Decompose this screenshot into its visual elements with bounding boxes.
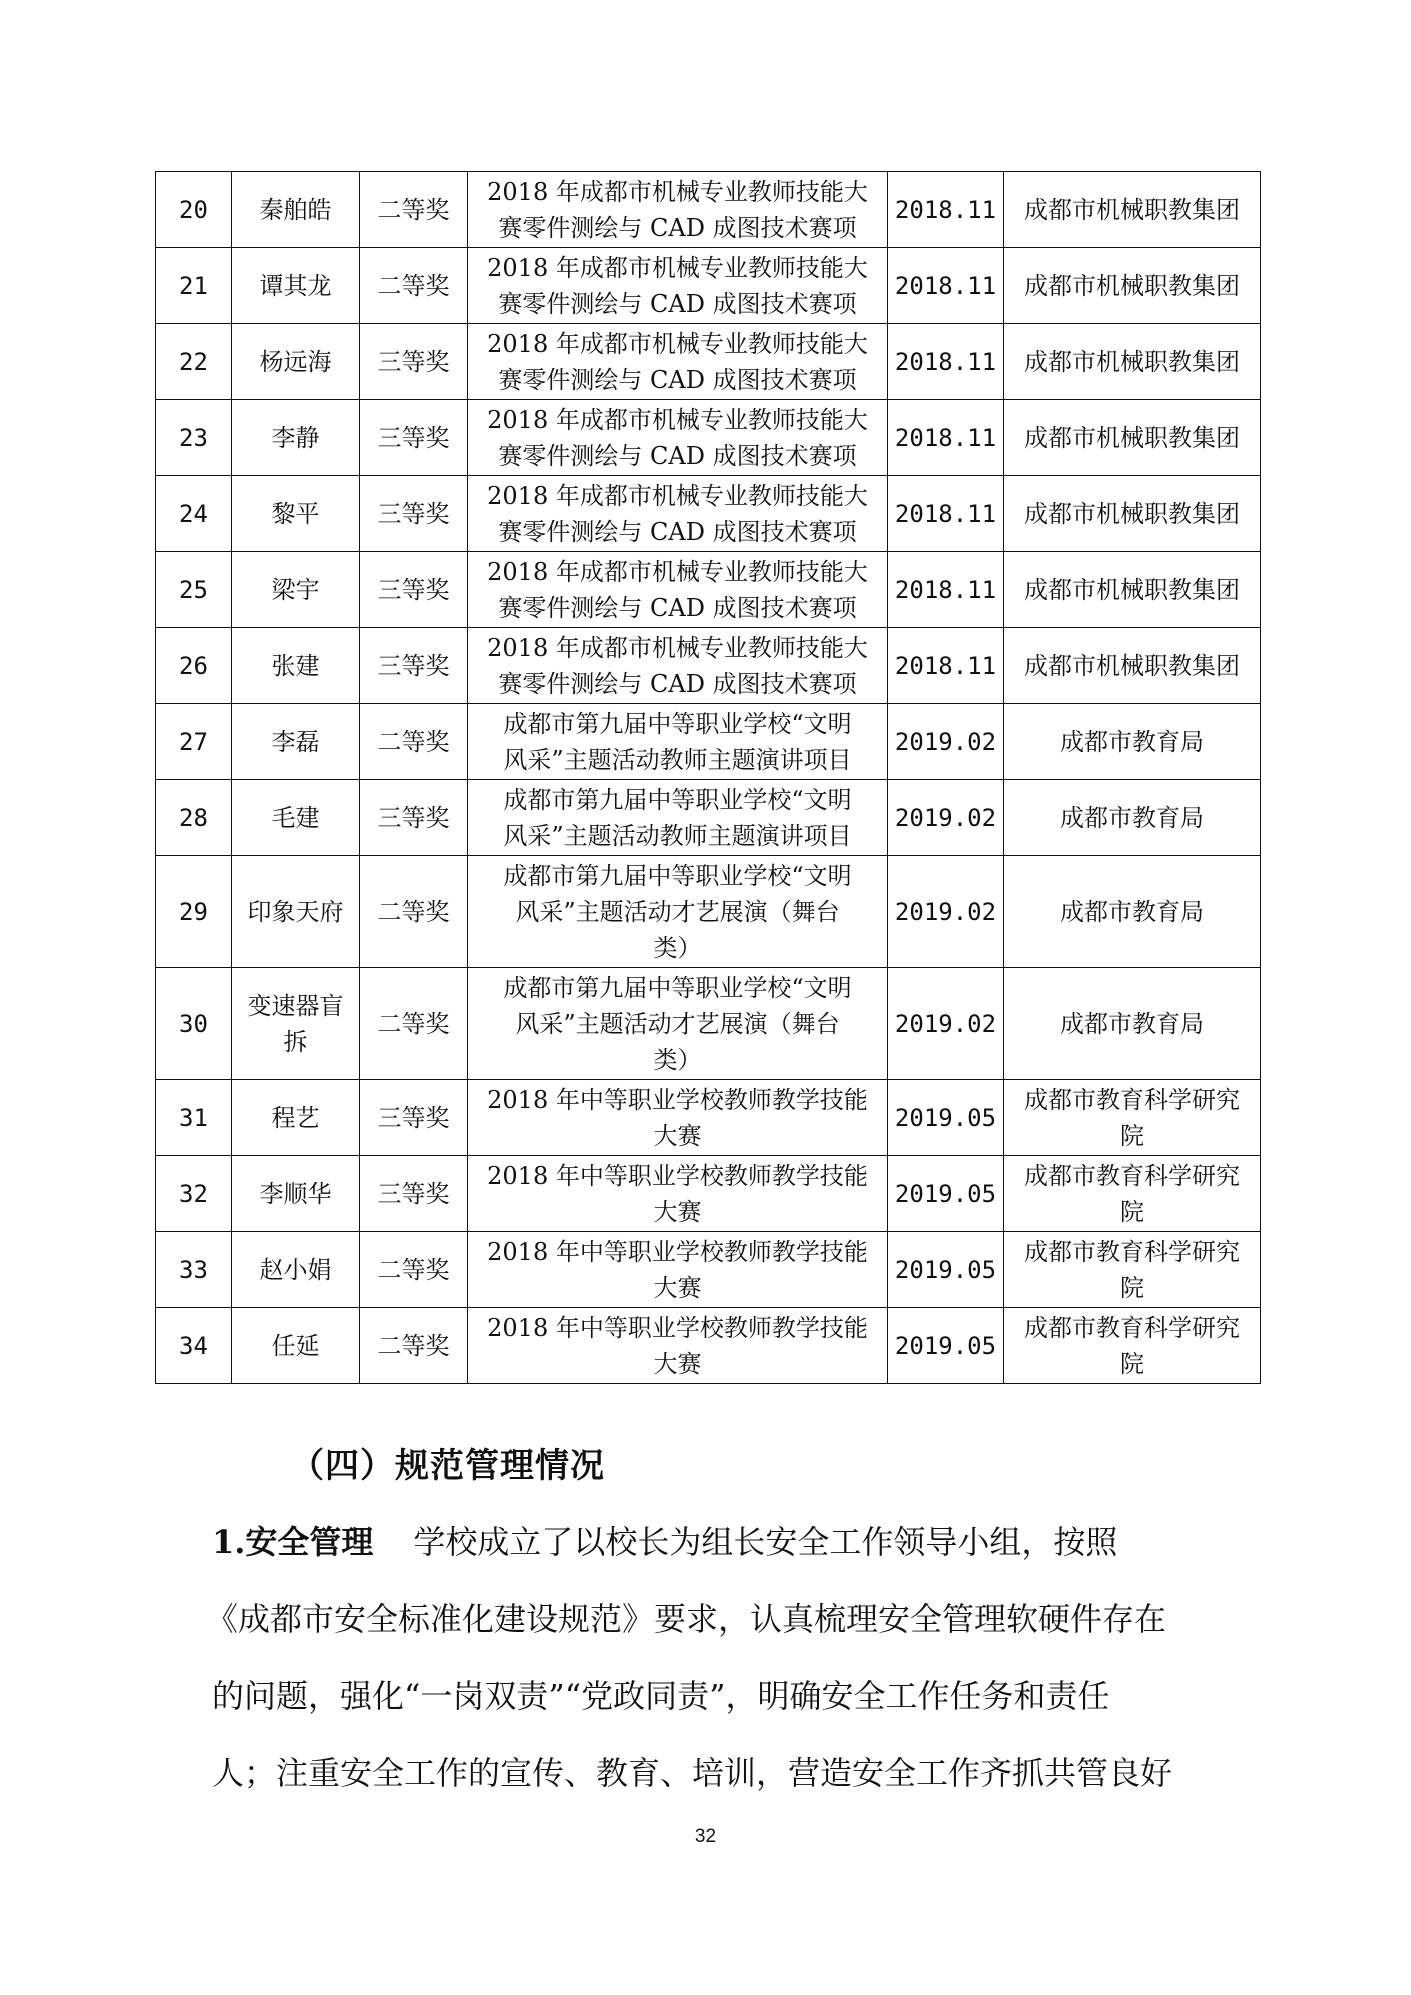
cell-date: 2019.02 [888,856,1004,968]
cell-organization-line: 成都市教育科学研究 [1024,1085,1240,1114]
cell-organization [1004,172,1261,248]
paragraph-line-2: 《成都市安全标准化建设规范》要求，认真梳理安全管理软硬件存在 [206,1600,1167,1638]
cell-event [468,1080,888,1156]
table-row [156,248,1261,324]
cell-name: 梁宇 [232,552,360,628]
table-row [156,1308,1261,1384]
cell-organization [1004,704,1261,780]
cell-organization-line: 院 [1120,1197,1144,1226]
cell-event-line: 风采”主题活动教师主题演讲项目 [503,745,852,774]
cell-organization [1004,1156,1261,1232]
cell-name: 任延 [232,1308,360,1384]
cell-name: 李静 [232,400,360,476]
cell-date: 2019.05 [888,1156,1004,1232]
page-number: 32 [694,1826,717,1847]
paragraph-lead: 1.安全管理 [212,1523,374,1561]
cell-event-line: 赛零件测绘与 CAD 成图技术赛项 [498,213,857,242]
cell-name: 赵小娟 [232,1232,360,1308]
cell-organization-line: 成都市教育科学研究 [1024,1313,1240,1342]
cell-organization-line: 成都市教育科学研究 [1024,1161,1240,1190]
paragraph-line-4: 人；注重安全工作的宣传、教育、培训，营造安全工作齐抓共管良好 [212,1754,1173,1792]
cell-event-line: 赛零件测绘与 CAD 成图技术赛项 [498,593,857,622]
cell-award-level: 三等奖 [360,1156,468,1232]
cell-event-line: 2018 年成都市机械专业教师技能大 [487,253,868,282]
table-row [156,324,1261,400]
cell-organization-line: 成都市教育局 [1060,897,1204,926]
table-row [156,704,1261,780]
cell-event [468,1232,888,1308]
cell-organization-line: 院 [1120,1121,1144,1150]
table-row [156,628,1261,704]
cell-name: 程艺 [232,1080,360,1156]
cell-date: 2019.02 [888,704,1004,780]
cell-event [468,628,888,704]
cell-award-level: 三等奖 [360,476,468,552]
cell-event [468,552,888,628]
cell-number: 33 [156,1232,232,1308]
cell-event [468,1156,888,1232]
table-row [156,476,1261,552]
cell-organization-line: 成都市教育科学研究 [1024,1237,1240,1266]
cell-date: 2019.05 [888,1232,1004,1308]
cell-organization [1004,1308,1261,1384]
cell-organization [1004,400,1261,476]
cell-event-line: 2018 年成都市机械专业教师技能大 [487,329,868,358]
cell-event-line: 风采”主题活动教师主题演讲项目 [503,821,852,850]
cell-number: 31 [156,1080,232,1156]
cell-event-line: 赛零件测绘与 CAD 成图技术赛项 [498,289,857,318]
cell-name: 印象天府 [232,856,360,968]
awards-table [155,171,1261,1384]
cell-event-line: 风采”主题活动才艺展演（舞台 [515,897,840,926]
cell-organization [1004,476,1261,552]
cell-event [468,324,888,400]
cell-organization-line: 成都市教育局 [1060,727,1204,756]
cell-event [468,248,888,324]
cell-organization-line: 院 [1120,1273,1144,1302]
table-row [156,400,1261,476]
cell-event-line: 2018 年成都市机械专业教师技能大 [487,405,868,434]
cell-event-line: 成都市第九届中等职业学校“文明 [503,973,852,1002]
cell-event [468,968,888,1080]
cell-event-line: 大赛 [653,1349,702,1378]
cell-number: 25 [156,552,232,628]
cell-event-line: 赛零件测绘与 CAD 成图技术赛项 [498,669,857,698]
cell-award-level: 二等奖 [360,172,468,248]
cell-name: 秦舶皓 [232,172,360,248]
cell-date: 2018.11 [888,248,1004,324]
cell-award-level: 二等奖 [360,248,468,324]
cell-event [468,476,888,552]
cell-number: 21 [156,248,232,324]
cell-event-line: 大赛 [653,1197,702,1226]
cell-name: 杨远海 [232,324,360,400]
cell-award-level: 三等奖 [360,552,468,628]
cell-award-level: 二等奖 [360,1308,468,1384]
cell-date: 2019.05 [888,1308,1004,1384]
cell-organization [1004,1080,1261,1156]
cell-event [468,1308,888,1384]
cell-organization [1004,628,1261,704]
cell-organization-line: 成都市机械职教集团 [1024,575,1240,604]
cell-number: 30 [156,968,232,1080]
table-row [156,1156,1261,1232]
cell-organization [1004,780,1261,856]
cell-event-line: 大赛 [653,1273,702,1302]
section-title: （四）规范管理情况 [290,1446,605,1486]
table-row [156,780,1261,856]
cell-award-level: 二等奖 [360,1232,468,1308]
cell-name: 张建 [232,628,360,704]
cell-organization-line: 成都市教育局 [1060,803,1204,832]
cell-organization [1004,856,1261,968]
cell-award-level: 三等奖 [360,400,468,476]
paragraph-line-1 [212,1517,1202,1567]
cell-organization [1004,248,1261,324]
cell-organization-line: 成都市机械职教集团 [1024,347,1240,376]
table-row [156,1080,1261,1156]
cell-name: 毛建 [232,780,360,856]
cell-event-line: 2018 年中等职业学校教师教学技能 [487,1313,868,1342]
cell-organization-line: 成都市教育局 [1060,1009,1204,1038]
cell-organization [1004,1232,1261,1308]
cell-date: 2018.11 [888,552,1004,628]
table-row [156,968,1261,1080]
cell-event [468,856,888,968]
cell-date: 2018.11 [888,172,1004,248]
cell-date: 2018.11 [888,628,1004,704]
cell-number: 26 [156,628,232,704]
cell-event-line: 成都市第九届中等职业学校“文明 [503,861,852,890]
cell-event-line: 赛零件测绘与 CAD 成图技术赛项 [498,365,857,394]
cell-number: 28 [156,780,232,856]
cell-organization-line: 成都市机械职教集团 [1024,195,1240,224]
table-row [156,1232,1261,1308]
cell-date: 2018.11 [888,324,1004,400]
cell-event [468,780,888,856]
cell-event-line: 风采”主题活动才艺展演（舞台 [515,1009,840,1038]
cell-event-line: 2018 年成都市机械专业教师技能大 [487,557,868,586]
cell-name: 谭其龙 [232,248,360,324]
cell-event-line: 2018 年成都市机械专业教师技能大 [487,633,868,662]
cell-event [468,172,888,248]
cell-number: 23 [156,400,232,476]
cell-organization-line: 成都市机械职教集团 [1024,423,1240,452]
cell-award-level: 三等奖 [360,780,468,856]
cell-event-line: 2018 年中等职业学校教师教学技能 [487,1161,868,1190]
table-row [156,856,1261,968]
cell-event-line: 赛零件测绘与 CAD 成图技术赛项 [498,441,857,470]
cell-event-line: 2018 年中等职业学校教师教学技能 [487,1237,868,1266]
cell-organization-line: 成都市机械职教集团 [1024,651,1240,680]
cell-date: 2019.02 [888,968,1004,1080]
cell-organization-line: 成都市机械职教集团 [1024,499,1240,528]
cell-event-line: 赛零件测绘与 CAD 成图技术赛项 [498,517,857,546]
table-row [156,552,1261,628]
cell-event-line: 2018 年成都市机械专业教师技能大 [487,481,868,510]
cell-date: 2018.11 [888,476,1004,552]
cell-number: 27 [156,704,232,780]
cell-organization [1004,552,1261,628]
cell-award-level: 三等奖 [360,324,468,400]
cell-organization-line: 成都市机械职教集团 [1024,271,1240,300]
cell-name: 李磊 [232,704,360,780]
cell-name: 李顺华 [232,1156,360,1232]
cell-event-line: 2018 年成都市机械专业教师技能大 [487,177,868,206]
cell-event [468,704,888,780]
cell-number: 32 [156,1156,232,1232]
cell-number: 34 [156,1308,232,1384]
table-row [156,172,1261,248]
cell-award-level: 二等奖 [360,856,468,968]
cell-event-line: 2018 年中等职业学校教师教学技能 [487,1085,868,1114]
cell-event-line: 类） [653,933,702,962]
cell-organization-line: 院 [1120,1349,1144,1378]
cell-award-level: 二等奖 [360,704,468,780]
cell-number: 22 [156,324,232,400]
cell-date: 2019.02 [888,780,1004,856]
cell-number: 24 [156,476,232,552]
cell-date: 2018.11 [888,400,1004,476]
cell-event-line: 类） [653,1045,702,1074]
cell-award-level: 二等奖 [360,968,468,1080]
paragraph-text: 学校成立了以校长为组长安全工作领导小组，按照 [413,1523,1118,1561]
cell-award-level: 三等奖 [360,1080,468,1156]
cell-award-level: 三等奖 [360,628,468,704]
awards-table-body [156,172,1261,1384]
cell-name: 变速器盲拆 [232,968,360,1080]
cell-event-line: 成都市第九届中等职业学校“文明 [503,785,852,814]
paragraph-line-3: 的问题，强化“一岗双责”“党政同责”，明确安全工作任务和责任 [212,1677,1110,1715]
cell-event [468,400,888,476]
cell-organization [1004,324,1261,400]
cell-event-line: 大赛 [653,1121,702,1150]
cell-number: 29 [156,856,232,968]
cell-number: 20 [156,172,232,248]
cell-organization [1004,968,1261,1080]
cell-event-line: 成都市第九届中等职业学校“文明 [503,709,852,738]
cell-date: 2019.05 [888,1080,1004,1156]
cell-name: 黎平 [232,476,360,552]
